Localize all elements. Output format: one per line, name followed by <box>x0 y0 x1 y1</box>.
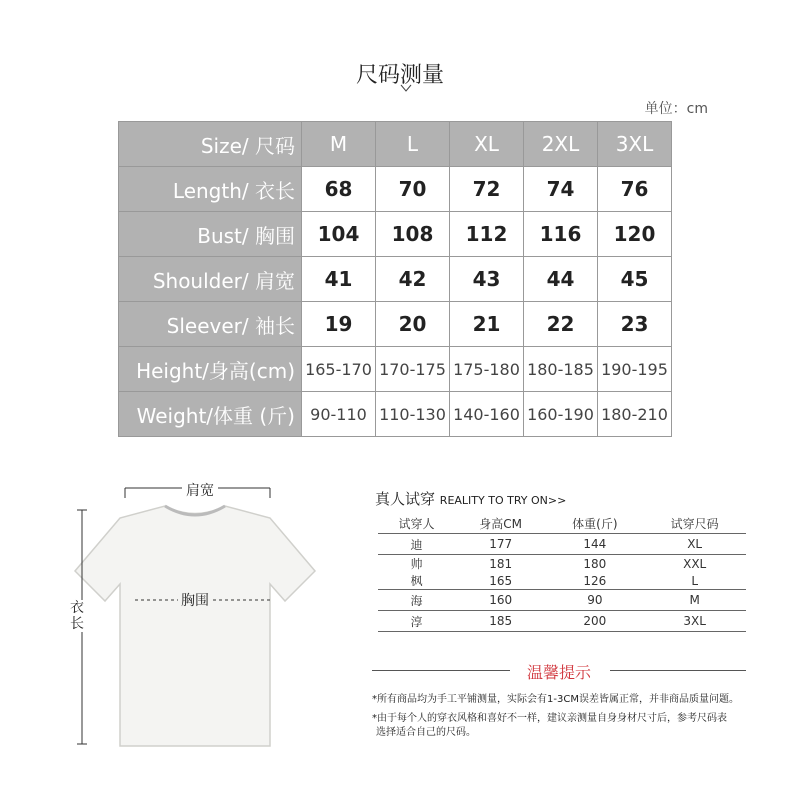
table-cell: 45 <box>598 257 672 302</box>
table-cell: 枫 <box>378 572 455 590</box>
size-col-l: L <box>376 122 450 167</box>
row-label-weight: Weight/体重 (斤) <box>119 392 302 437</box>
tshirt-icon <box>70 476 330 766</box>
table-cell: 185 <box>455 611 546 632</box>
table-cell: 180-185 <box>524 347 598 392</box>
table-cell: 120 <box>598 212 672 257</box>
table-cell: 23 <box>598 302 672 347</box>
table-cell: 迪 <box>378 534 455 555</box>
table-cell: 180-210 <box>598 392 672 437</box>
divider <box>372 670 510 671</box>
tryon-header-cell: 体重(斤) <box>546 513 643 534</box>
size-header-label: Size/ 尺码 <box>119 122 302 167</box>
row-label-height: Height/身高(cm) <box>119 347 302 392</box>
tshirt-measurement-diagram <box>70 476 330 766</box>
table-cell: 42 <box>376 257 450 302</box>
table-cell: 180 <box>583 556 607 571</box>
tryon-header-row <box>378 513 746 534</box>
tryon-heading <box>375 488 566 509</box>
table-row <box>119 167 672 212</box>
length-label: 衣长 <box>70 600 84 632</box>
table-cell: 108 <box>376 212 450 257</box>
tips-title: 温馨提示 <box>526 663 591 682</box>
table-cell: XL <box>643 534 746 555</box>
table-cell: M <box>643 590 746 611</box>
table-row <box>378 611 746 632</box>
tryon-title: 真人试穿 <box>375 490 436 508</box>
divider <box>610 670 746 671</box>
table-row <box>378 590 746 611</box>
table-cell: 44 <box>524 257 598 302</box>
table-cell: 22 <box>524 302 598 347</box>
tips-note: 选择适合自己的尺码。 <box>376 727 476 738</box>
size-col-xl: XL <box>450 122 524 167</box>
table-cell: 70 <box>376 167 450 212</box>
tryon-header-cell: 身高CM <box>455 513 546 534</box>
size-col-3xl: 3XL <box>598 122 672 167</box>
tryon-table <box>378 513 746 632</box>
table-cell: 19 <box>302 302 376 347</box>
table-cell: 淳 <box>378 611 455 632</box>
table-cell: 175-180 <box>450 347 524 392</box>
table-cell: 76 <box>598 167 672 212</box>
table-cell: 21 <box>450 302 524 347</box>
table-cell: 112 <box>450 212 524 257</box>
table-cell: 177 <box>455 534 546 555</box>
table-cell: 41 <box>302 257 376 302</box>
table-cell: 190-195 <box>598 347 672 392</box>
table-cell: 144 <box>546 534 643 555</box>
tryon-header-cell: 试穿尺码 <box>643 513 746 534</box>
tryon-subtitle: REALITY TO TRY ON>> <box>439 494 567 507</box>
size-header-row <box>119 122 672 167</box>
table-row <box>119 347 672 392</box>
table-cell: 104 <box>302 212 376 257</box>
tips-note: *所有商品均为手工平铺测量，实际会有1-3CM误差皆属正常，并非商品质量问题。 <box>372 694 739 705</box>
table-cell: 3XL <box>643 611 746 632</box>
chevron-down-icon <box>400 82 412 94</box>
table-cell: 181 <box>489 556 513 571</box>
size-col-2xl: 2XL <box>524 122 598 167</box>
row-label-length: Length/ 衣长 <box>119 167 302 212</box>
table-row <box>378 555 746 573</box>
table-cell: 160 <box>455 590 546 611</box>
table-cell: 116 <box>524 212 598 257</box>
table-cell: 海 <box>378 590 455 611</box>
table-cell: 140-160 <box>450 392 524 437</box>
table-cell: 90 <box>546 590 643 611</box>
size-chart-table <box>118 121 672 437</box>
table-row <box>119 257 672 302</box>
table-cell: 43 <box>450 257 524 302</box>
size-col-m: M <box>302 122 376 167</box>
table-cell: 90-110 <box>302 392 376 437</box>
table-row <box>119 392 672 437</box>
table-cell: 160-190 <box>524 392 598 437</box>
table-row <box>119 212 672 257</box>
row-label-bust: Bust/ 胸围 <box>119 212 302 257</box>
unit-label: 单位：cm <box>644 101 708 117</box>
table-cell: 帅 <box>410 557 423 571</box>
table-row <box>119 302 672 347</box>
table-cell: 20 <box>376 302 450 347</box>
table-cell: 165 <box>455 572 546 590</box>
table-cell: XXL <box>683 556 707 571</box>
row-label-sleeve: Sleever/ 袖长 <box>119 302 302 347</box>
table-cell: 165-170 <box>302 347 376 392</box>
table-row <box>378 572 746 590</box>
table-cell: 170-175 <box>376 347 450 392</box>
table-cell: 72 <box>450 167 524 212</box>
row-label-shoulder: Shoulder/ 肩宽 <box>119 257 302 302</box>
table-cell: 68 <box>302 167 376 212</box>
table-cell: L <box>643 572 746 590</box>
table-cell: 74 <box>524 167 598 212</box>
table-cell: 200 <box>546 611 643 632</box>
table-cell: 126 <box>546 572 643 590</box>
shoulder-label: 肩宽 <box>182 480 218 500</box>
page-title: 尺码测量 <box>355 63 444 88</box>
tips-note: *由于每个人的穿衣风格和喜好不一样，建议亲测量自身身材尺寸后，参考尺码表 <box>372 713 727 724</box>
table-cell: 110-130 <box>376 392 450 437</box>
bust-label: 胸围 <box>178 590 212 610</box>
tryon-header-cell: 试穿人 <box>378 513 455 534</box>
table-row <box>378 534 746 555</box>
